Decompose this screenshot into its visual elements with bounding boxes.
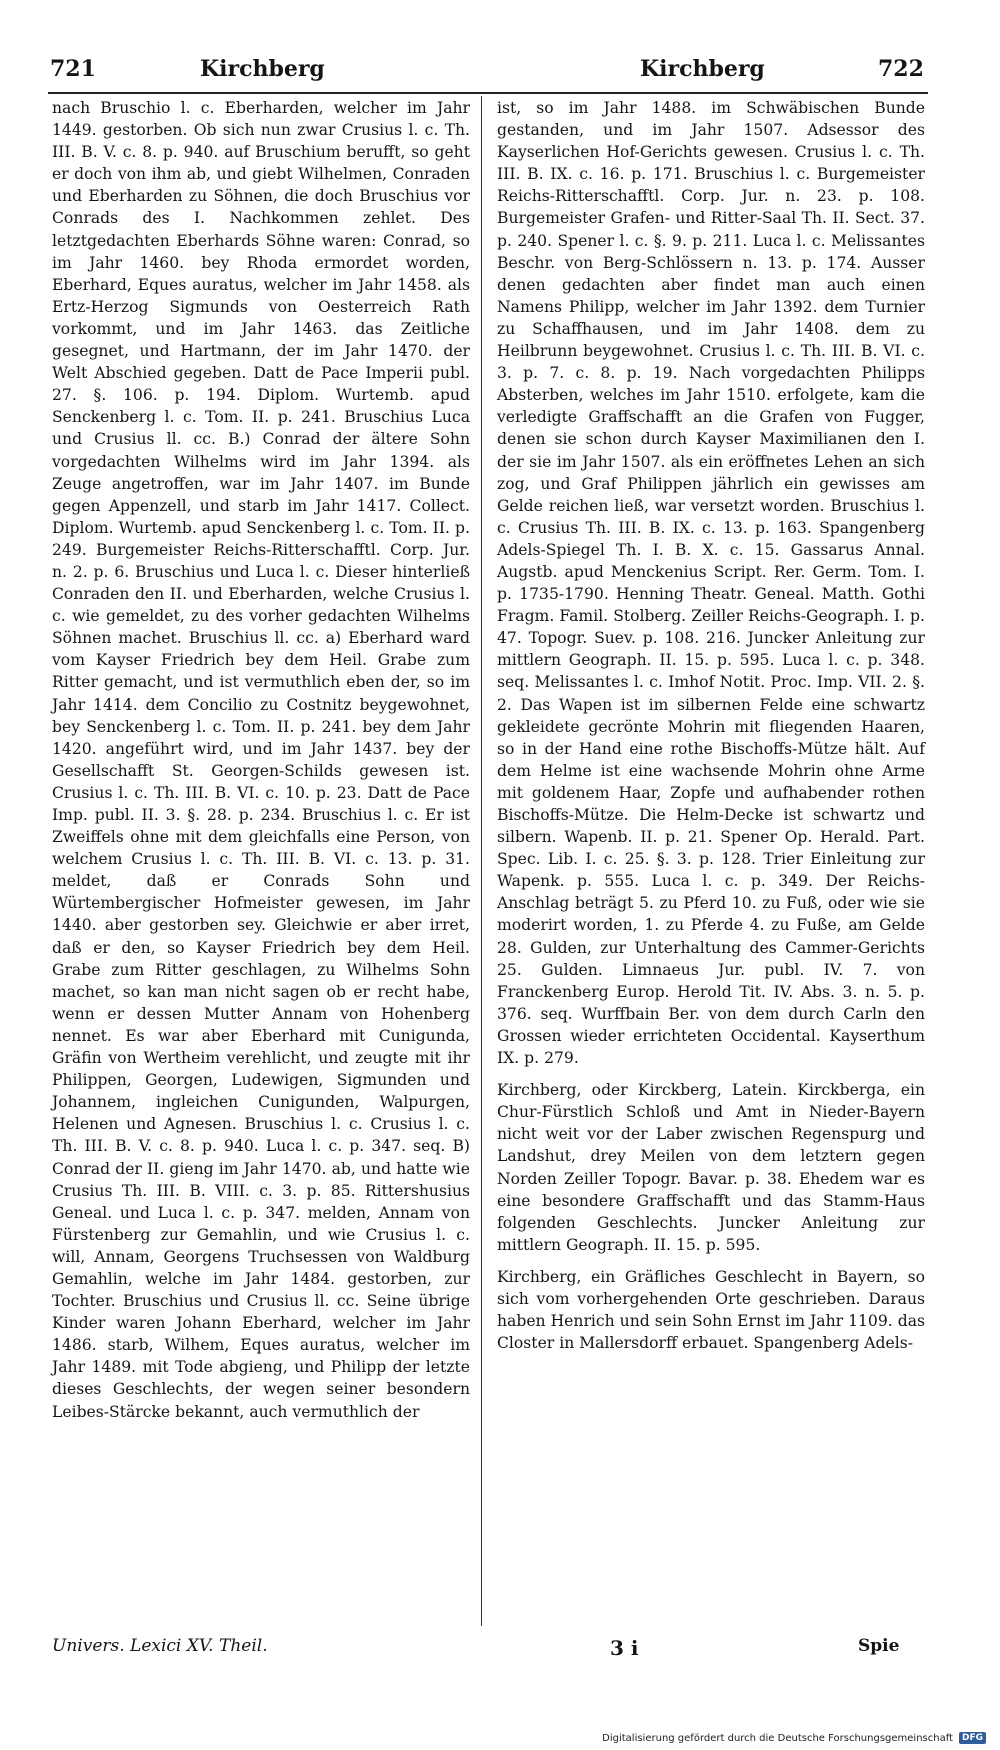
sheet-mark: 3 i xyxy=(610,1636,639,1660)
right-page-number: 722 xyxy=(878,56,924,82)
right-column xyxy=(497,97,925,1621)
header-rule xyxy=(48,92,928,94)
catchword: Spie xyxy=(858,1636,900,1656)
left-column xyxy=(52,97,470,1621)
digitization-footer xyxy=(602,1732,986,1744)
digitization-note: Digitalisierung gefördert durch die Deutsche Forschungsgemeinschaft xyxy=(602,1732,953,1744)
right-running-title: Kirchberg xyxy=(640,56,765,82)
left-paragraph: nach Bruschio l. c. Eberharden, welcher im Jahr 1449. gestorben. Ob sich nun zwar Crusius l. c. Th. III. B. V. c. 8. p. 940. auf Bruschium berufft, so geht er doch von ihm ab, und giebt Wilhelmen, Conraden und Eberharden zu Söhnen, die doch Bruschius vor Conrads des I. Nachkommen zehlet. Des letztgedachten Eberhards Söhne waren: Conrad, so im Jahr 1460. bey Rhoda ermordet worden, Eberhard, Eques auratus, welcher im Jahr 1458. als Ertz-Herzog Sigmunds von Oesterreich Rath vorkommt, und im Jahr 1463. das Zeitliche gesegnet, und Hartmann, der im Jahr 1470. der Welt Abschied gegeben. Datt de Pace Imperii publ. 27. §. 106. p. 194. Diplom. Wurtemb. apud Senckenberg l. c. Tom. II. p. 241. Bruschius Luca und Crusius ll. cc. B.) Conrad der ältere Sohn vorgedachten Wilhelms wird im Jahr 1394. als Zeuge angetroffen, war im Jahr 1407. im Bunde gegen Appenzell, und starb im Jahr 1417. Collect. Diplom. Wurtemb. apud Senckenberg l. c. Tom. II. p. 249. Burgemeister Reichs-Ritterschafftl. Corp. Jur. n. 2. p. 6. Bruschius und Luca l. c. Dieser hinterließ Conraden den II. und Eberharden, welche Crusius l. c. wie gemeldet, zu des vorher gedachten Wilhelms Söhnen machet. Bruschius ll. cc. a) Eberhard ward vom Kayser Friedrich bey dem Heil. Grabe zum Ritter gemacht, und ist vermuthlich eben der, so im Jahr 1414. dem Concilio zu Costnitz beygewohnet, bey Senckenberg l. c. Tom. II. p. 241. bey dem Jahr 1420. angeführt wird, und im Jahr 1437. bey der Gesellschafft St. Georgen-Schilds gewesen ist. Crusius l. c. Th. III. B. VI. c. 10. p. 23. Datt de Pace Imp. publ. II. 3. §. 28. p. 234. Bruschius l. c. Er ist Zweiffels ohne mit dem gleichfalls eine Person, von welchem Crusius l. c. Th. III. B. VI. c. 13. p. 31. meldet, daß er Conrads Sohn und Würtembergischer Hofmeister gewesen, im Jahr 1440. aber gestorben sey. Gleichwie er aber irret, daß er den, so Kayser Friedrich bey dem Heil. Grabe zum Ritter geschlagen, zu Wilhelms Sohn machet, so kan man nicht sagen ob er recht habe, wenn er dessen Mutter Annam von Hohenberg nennet. Es war aber Eberhard mit Cunigunda, Gräfin von Wertheim verehlicht, und zeugte mit ihr Philippen, Georgen, Ludewigen, Sigmunden und Johannem, ingleichen Cunigunden, Walpurgen, Helenen und Agnesen. Bruschius l. c. Crusius l. c. Th. III. B. V. c. 8. p. 940. Luca l. c. p. 347. seq. B) Conrad der II. gieng im Jahr 1470. ab, und hatte wie Crusius Th. III. B. VIII. c. 3. p. 85. Rittershusius Geneal. und Luca l. c. p. 347. melden, Annam von Fürstenberg zur Gemahlin, und wie Crusius l. c. will, Annam, Georgens Truchsessen von Waldburg Gemahlin, welche im Jahr 1484. gestorben, zur Tochter. Bruschius und Crusius ll. cc. Seine übrige Kinder waren Johann Eberhard, welcher im Jahr 1486. starb, Wilhem, Eques auratus, welcher im Jahr 1489. mit Tode abgieng, und Philipp der letzte dieses Geschlechts, der wegen seiner besondern Leibes-Stärcke bekannt, auch vermuthlich der xyxy=(52,99,470,1421)
right-paragraph: ist, so im Jahr 1488. im Schwäbischen Bunde gestanden, und im Jahr 1507. Adsessor des Kayserlichen Hof-Gerichts gewesen. Crusius l. c. Th. III. B. IX. c. 16. p. 171. Bruschius l. c. Burgemeister Reichs-Ritterschafftl. Corp. Jur. n. 23. p. 108. Burgemeister Grafen- und Ritter-Saal Th. II. Sect. 37. p. 240. Spener l. c. §. 9. p. 211. Luca l. c. Melissantes Beschr. von Berg-Schlössern n. 13. p. 174. Ausser denen gedachten aber findet man auch einen Namens Philipp, welcher im Jahr 1392. dem Turnier zu Schaffhausen, und im Jahr 1408. dem zu Heilbrunn beygewohnet. Crusius l. c. Th. III. B. VI. c. 3. p. 7. c. 8. p. 19. Nach vorgedachten Philipps Absterben, welches im Jahr 1510. erfolgete, kam die verledigte Graffschafft an die Grafen von Fugger, denen sie schon durch Kayser Maximilianen den I. der sie im Jahr 1507. als ein eröffnetes Lehen an sich zog, und Graf Philippen jährlich ein gewisses am Gelde reichen ließ, war versetzt worden. Bruschius l. c. Crusius Th. III. B. IX. c. 13. p. 163. Spangenberg Adels-Spiegel Th. I. B. X. c. 15. Gassarus Annal. Augstb. apud Menckenius Script. Rer. Germ. Tom. I. p. 1735-1790. Henning Theatr. Geneal. Matth. Gothi Fragm. Famil. Stolberg. Zeiller Reichs-Geograph. I. p. 47. Topogr. Suev. p. 108. 216. Juncker Anleitung zur mittlern Geograph. II. 15. p. 595. Luca l. c. p. 348. seq. Melissantes l. c. Imhof Notit. Proc. Imp. VII. 2. §. 2. Das Wapen ist im silbernen Felde eine schwartz gekleidete gecrönte Mohrin mit fliegenden Haaren, so in der Hand eine rothe Bischoffs-Mütze hält. Auf dem Helme ist eine wachsende Mohrin ohne Arme mit goldenem Haar, Zopfe und aufhabender rothen Bischoffs-Mütze. Die Helm-Decke ist schwartz und silbern. Wapenb. II. p. 21. Spener Op. Herald. Part. Spec. Lib. I. c. 25. §. 3. p. 128. Trier Einleitung zur Wapenk. p. 555. Luca l. c. p. 349. Der Reichs-Anschlag beträgt 5. zu Pferd 10. zu Fuß, oder wie sie moderirt worden, 1. zu Pferde 4. zu Fuße, am Gelde 28. Gulden, zur Unterhaltung des Cammer-Gerichts 25. Gulden. Limnaeus Jur. publ. IV. 7. von Franckenberg Europ. Herold Tit. IV. Abs. 3. n. 5. p. 376. seq. Wurffbain Ber. von dem durch Carln den Grossen wieder errichteten Occidental. Kayserthum IX. p. 279. xyxy=(497,99,925,1068)
left-page-number: 721 xyxy=(50,56,96,82)
entry-kirchberg-geschlecht: Kirchberg, ein Gräfliches Geschlecht in Bayern, so sich vom vorhergehenden Orte geschrieben. Daraus haben Henrich und sein Sohn Ernst im Jahr 1109. das Closter in Mallersdorff erbauet. Spangenberg Adels- xyxy=(497,1267,925,1353)
entry-kirchberg-amt: Kirchberg, oder Kirckberg, Latein. Kirckberga, ein Chur-Fürstlich Schloß und Amt in Nieder-Bayern nicht weit vor der Laber zwischen Regenspurg und Landshut, drey Meilen von dem letztern gegen Norden Zeiller Topogr. Bavar. p. 38. Ehedem war es eine besondere Graffschafft und das Stamm-Haus folgenden Geschlechts. Juncker Anleitung zur mittlern Geograph. II. 15. p. 595. xyxy=(497,1081,925,1254)
sheet-signature: Univers. Lexici XV. Theil. xyxy=(52,1636,268,1656)
dfg-logo-icon: DFG xyxy=(959,1732,986,1744)
left-running-title: Kirchberg xyxy=(200,56,325,82)
column-divider xyxy=(481,96,482,1626)
